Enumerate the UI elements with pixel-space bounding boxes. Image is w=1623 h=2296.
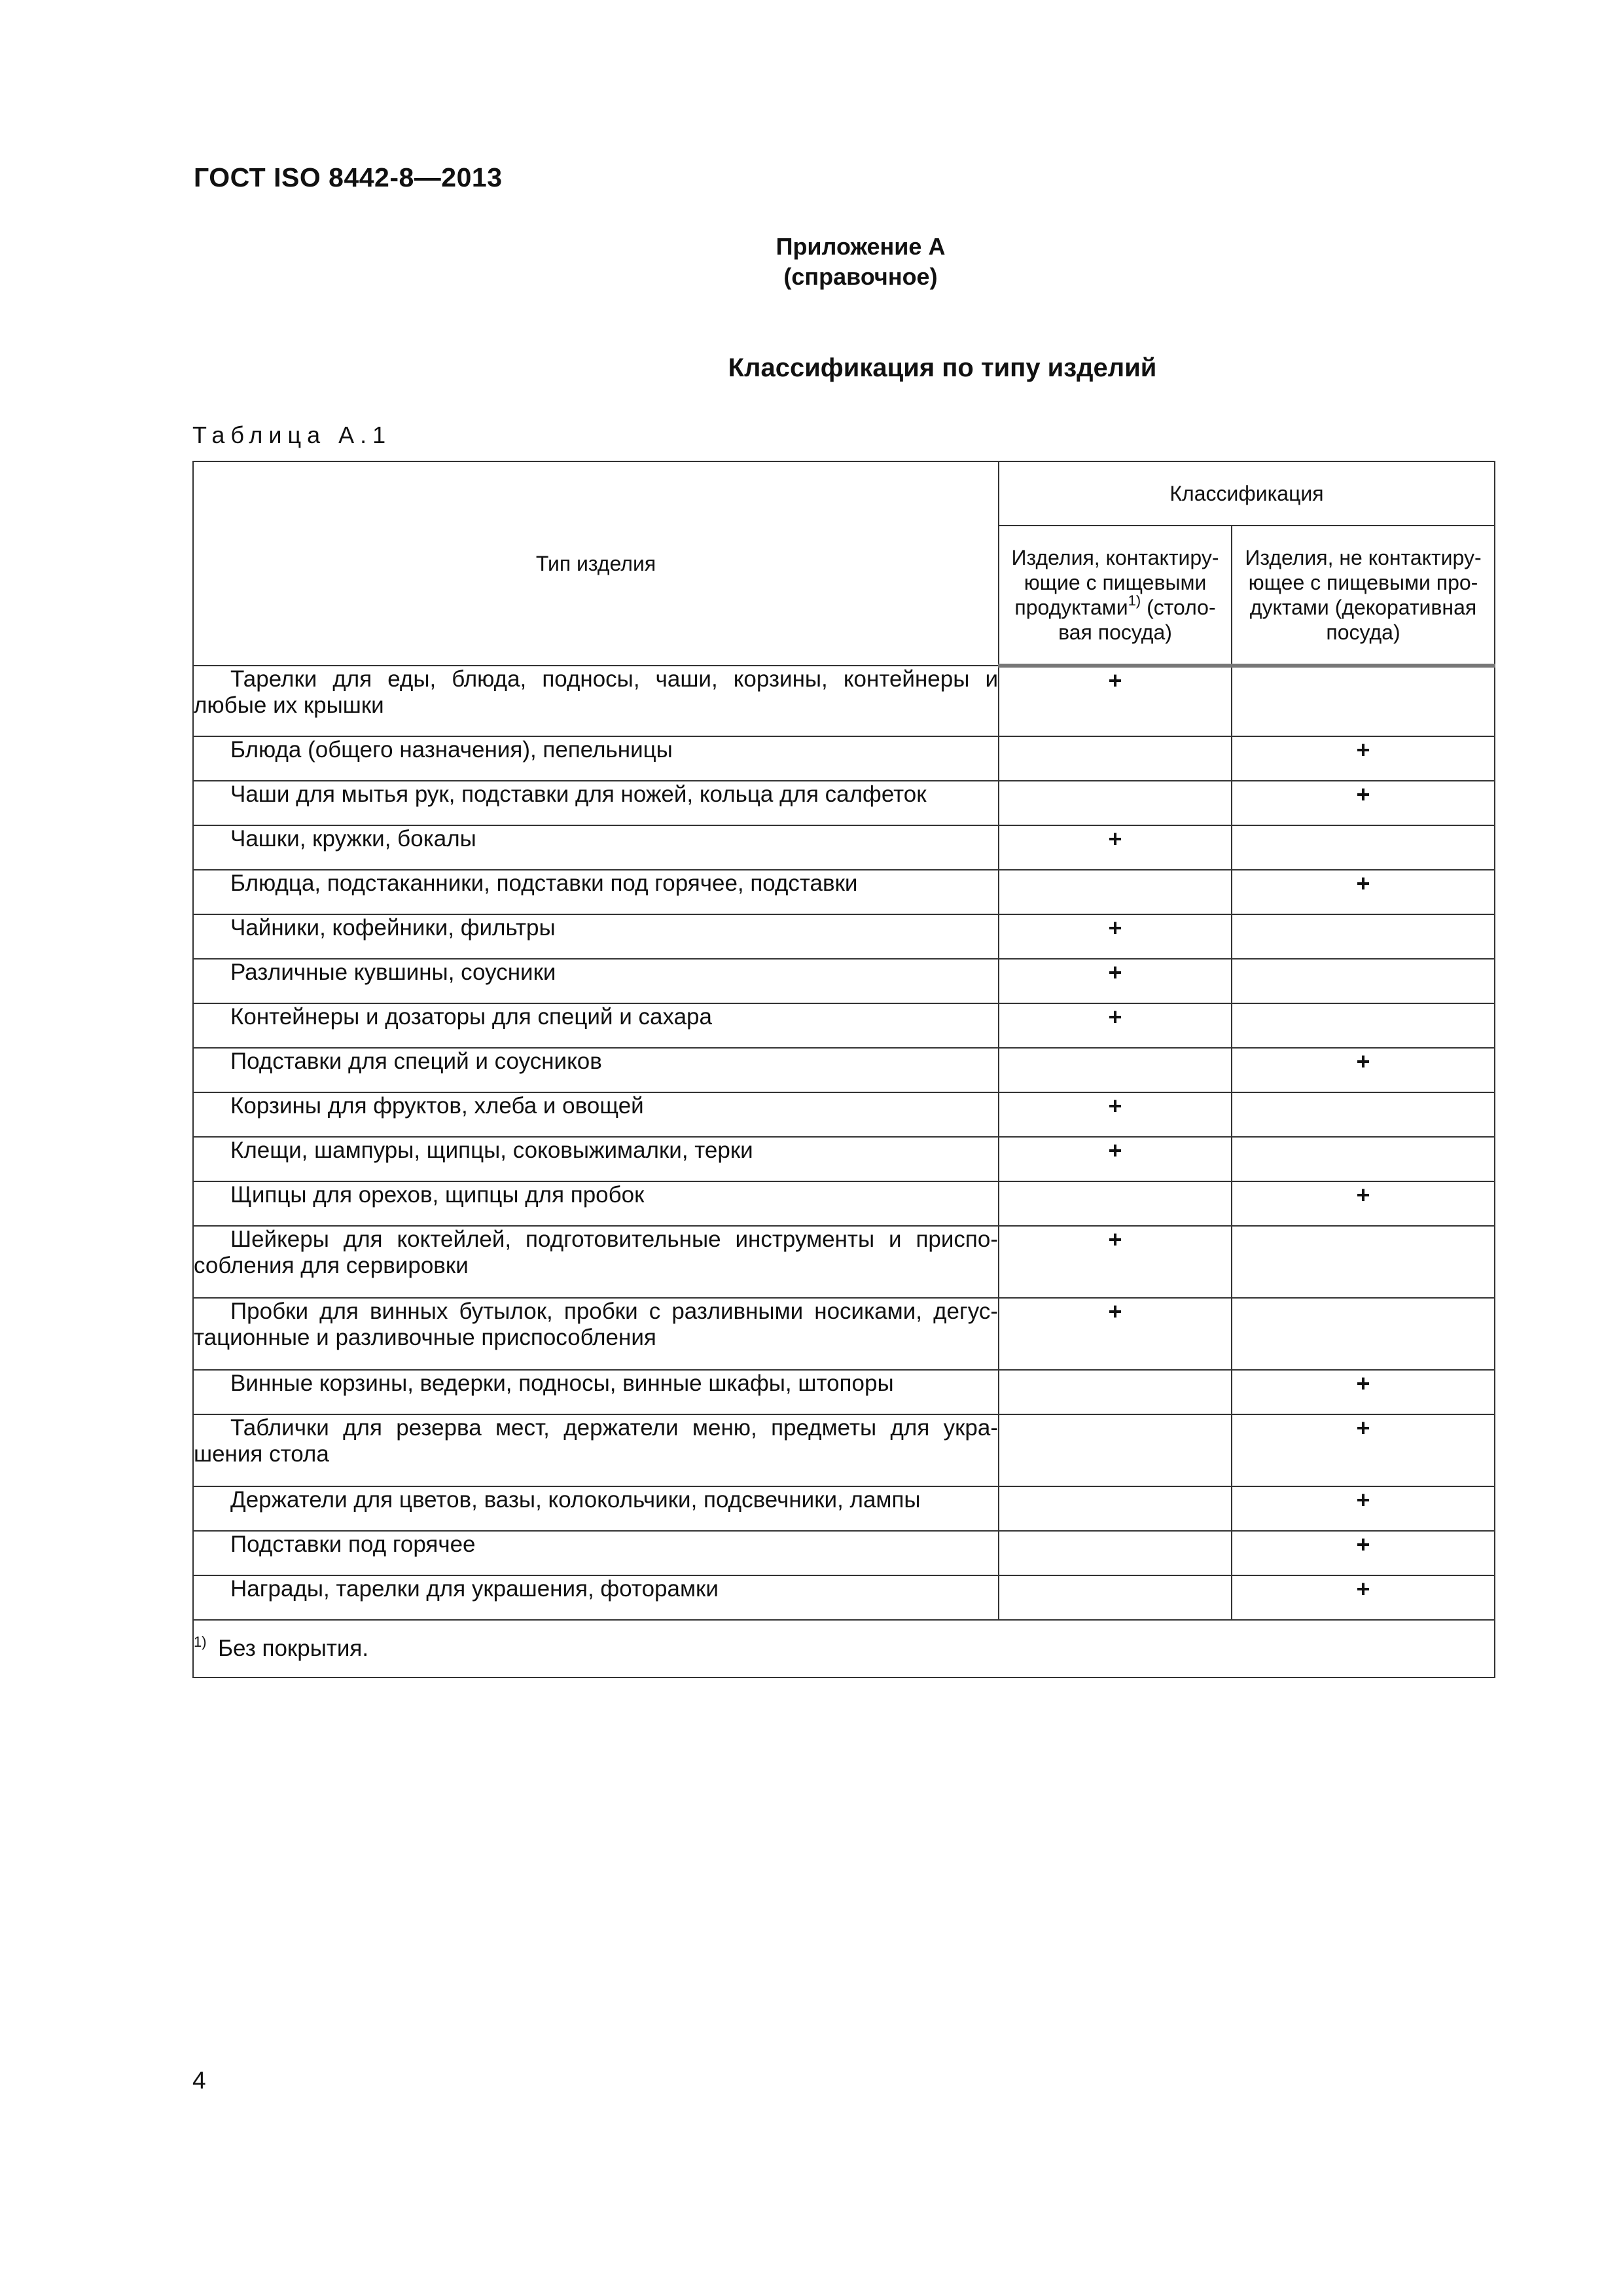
footnote-mark: 1) bbox=[194, 1634, 207, 1650]
food-contact-mark: + bbox=[999, 959, 1232, 1003]
food-contact-mark bbox=[999, 1414, 1232, 1486]
product-type-cell: Тарелки для еды, блюда, подносы, чаши, корзины, контейнеры и любые их крышки bbox=[193, 666, 999, 736]
product-type-cell: Блюдца, подстаканники, подставки под горячее, подставки bbox=[193, 870, 999, 914]
non-food-contact-mark bbox=[1232, 1298, 1495, 1370]
footnote-reference: 1) bbox=[1128, 592, 1141, 609]
header-food-contact bbox=[999, 526, 1232, 666]
table-footnote bbox=[193, 1620, 1495, 1677]
food-contact-mark: + bbox=[999, 1137, 1232, 1181]
product-type-cell: Шейкеры для коктейлей, подготовительные инструменты и приспо-собления для сервировки bbox=[193, 1226, 999, 1298]
product-type-cell: Щипцы для орехов, щипцы для пробок bbox=[193, 1181, 999, 1226]
food-contact-mark bbox=[999, 1486, 1232, 1531]
section-title: Классификация по типу изделий bbox=[728, 353, 1157, 382]
table-row bbox=[193, 1137, 1495, 1181]
table-header-row-1 bbox=[193, 461, 1495, 526]
non-food-contact-mark bbox=[1232, 1226, 1495, 1298]
table-row bbox=[193, 1226, 1495, 1298]
non-food-contact-mark: + bbox=[1232, 1181, 1495, 1226]
food-contact-mark bbox=[999, 870, 1232, 914]
product-type-cell: Награды, тарелки для украшения, фоторамки bbox=[193, 1575, 999, 1620]
product-type-cell: Таблички для резерва мест, держатели меню, предметы для укра-шения стола bbox=[193, 1414, 999, 1486]
food-contact-mark bbox=[999, 1370, 1232, 1414]
product-type-cell: Контейнеры и дозаторы для специй и сахара bbox=[193, 1003, 999, 1048]
non-food-contact-mark bbox=[1232, 1137, 1495, 1181]
food-contact-mark: + bbox=[999, 914, 1232, 959]
food-contact-mark: + bbox=[999, 1003, 1232, 1048]
product-type-cell: Различные кувшины, соусники bbox=[193, 959, 999, 1003]
non-food-contact-mark: + bbox=[1232, 736, 1495, 781]
classification-table bbox=[192, 461, 1495, 1678]
header-classification: Классификация bbox=[999, 461, 1495, 526]
non-food-contact-mark: + bbox=[1232, 781, 1495, 825]
product-type-cell: Корзины для фруктов, хлеба и овощей bbox=[193, 1092, 999, 1137]
table-row bbox=[193, 666, 1495, 736]
food-contact-mark bbox=[999, 736, 1232, 781]
food-contact-mark: + bbox=[999, 1226, 1232, 1298]
non-food-contact-mark: + bbox=[1232, 1370, 1495, 1414]
table-row bbox=[193, 825, 1495, 870]
non-food-contact-mark bbox=[1232, 666, 1495, 736]
table-row bbox=[193, 1531, 1495, 1575]
table-row bbox=[193, 1092, 1495, 1137]
non-food-contact-mark bbox=[1232, 1003, 1495, 1048]
appendix-title: Приложение А bbox=[776, 233, 946, 260]
non-food-contact-mark bbox=[1232, 914, 1495, 959]
table-row bbox=[193, 914, 1495, 959]
non-food-contact-mark bbox=[1232, 825, 1495, 870]
page-number: 4 bbox=[192, 2067, 206, 2094]
table-caption: Таблица А.1 bbox=[192, 422, 392, 448]
table-row bbox=[193, 1486, 1495, 1531]
appendix-subtitle: (справочное) bbox=[783, 263, 938, 290]
product-type-cell: Пробки для винных бутылок, пробки с разливными носиками, дегус-тационные и разливочные приспособления bbox=[193, 1298, 999, 1370]
food-contact-mark bbox=[999, 1531, 1232, 1575]
table-row bbox=[193, 870, 1495, 914]
food-contact-mark: + bbox=[999, 1298, 1232, 1370]
food-contact-mark bbox=[999, 1048, 1232, 1092]
table-row bbox=[193, 1298, 1495, 1370]
table-body bbox=[193, 461, 1495, 1677]
product-type-cell: Чашки, кружки, бокалы bbox=[193, 825, 999, 870]
product-type-cell: Подставки под горячее bbox=[193, 1531, 999, 1575]
non-food-contact-mark: + bbox=[1232, 1048, 1495, 1092]
food-contact-mark bbox=[999, 1181, 1232, 1226]
food-contact-mark: + bbox=[999, 666, 1232, 736]
table-row bbox=[193, 1370, 1495, 1414]
product-type-cell: Чайники, кофейники, фильтры bbox=[193, 914, 999, 959]
food-contact-mark: + bbox=[999, 1092, 1232, 1137]
non-food-contact-mark: + bbox=[1232, 1414, 1495, 1486]
non-food-contact-mark bbox=[1232, 1092, 1495, 1137]
table-row bbox=[193, 1181, 1495, 1226]
table-row bbox=[193, 959, 1495, 1003]
non-food-contact-mark: + bbox=[1232, 1531, 1495, 1575]
non-food-contact-mark bbox=[1232, 959, 1495, 1003]
product-type-cell: Подставки для специй и соусников bbox=[193, 1048, 999, 1092]
table-row bbox=[193, 1048, 1495, 1092]
header-non-food-contact: Изделия, не контактиру-ющее с пищевыми про-дуктами (декоративная посуда) bbox=[1232, 526, 1495, 666]
table-footnote-row bbox=[193, 1620, 1495, 1677]
header-product-type: Тип изделия bbox=[193, 461, 999, 666]
non-food-contact-mark: + bbox=[1232, 1486, 1495, 1531]
table-row bbox=[193, 736, 1495, 781]
table-row bbox=[193, 1003, 1495, 1048]
food-contact-mark: + bbox=[999, 825, 1232, 870]
appendix-heading bbox=[684, 232, 1037, 292]
header-food-contact-tail: (столо-вая посуда) bbox=[1058, 596, 1216, 644]
header-food-contact-text: Изделия, контактиру-ющие с пищевыми продуктами bbox=[1011, 546, 1219, 619]
non-food-contact-mark: + bbox=[1232, 1575, 1495, 1620]
footnote-text: Без покрытия. bbox=[218, 1636, 369, 1661]
product-type-cell: Блюда (общего назначения), пепельницы bbox=[193, 736, 999, 781]
food-contact-mark bbox=[999, 781, 1232, 825]
product-type-cell: Чаши для мытья рук, подставки для ножей, кольца для салфеток bbox=[193, 781, 999, 825]
table-row bbox=[193, 781, 1495, 825]
product-type-cell: Винные корзины, ведерки, подносы, винные шкафы, штопоры bbox=[193, 1370, 999, 1414]
document-code-header: ГОСТ ISO 8442-8—2013 bbox=[194, 162, 503, 192]
table-row bbox=[193, 1575, 1495, 1620]
non-food-contact-mark: + bbox=[1232, 870, 1495, 914]
table-row bbox=[193, 1414, 1495, 1486]
product-type-cell: Держатели для цветов, вазы, колокольчики, подсвечники, лампы bbox=[193, 1486, 999, 1531]
food-contact-mark bbox=[999, 1575, 1232, 1620]
product-type-cell: Клещи, шампуры, щипцы, соковыжималки, терки bbox=[193, 1137, 999, 1181]
